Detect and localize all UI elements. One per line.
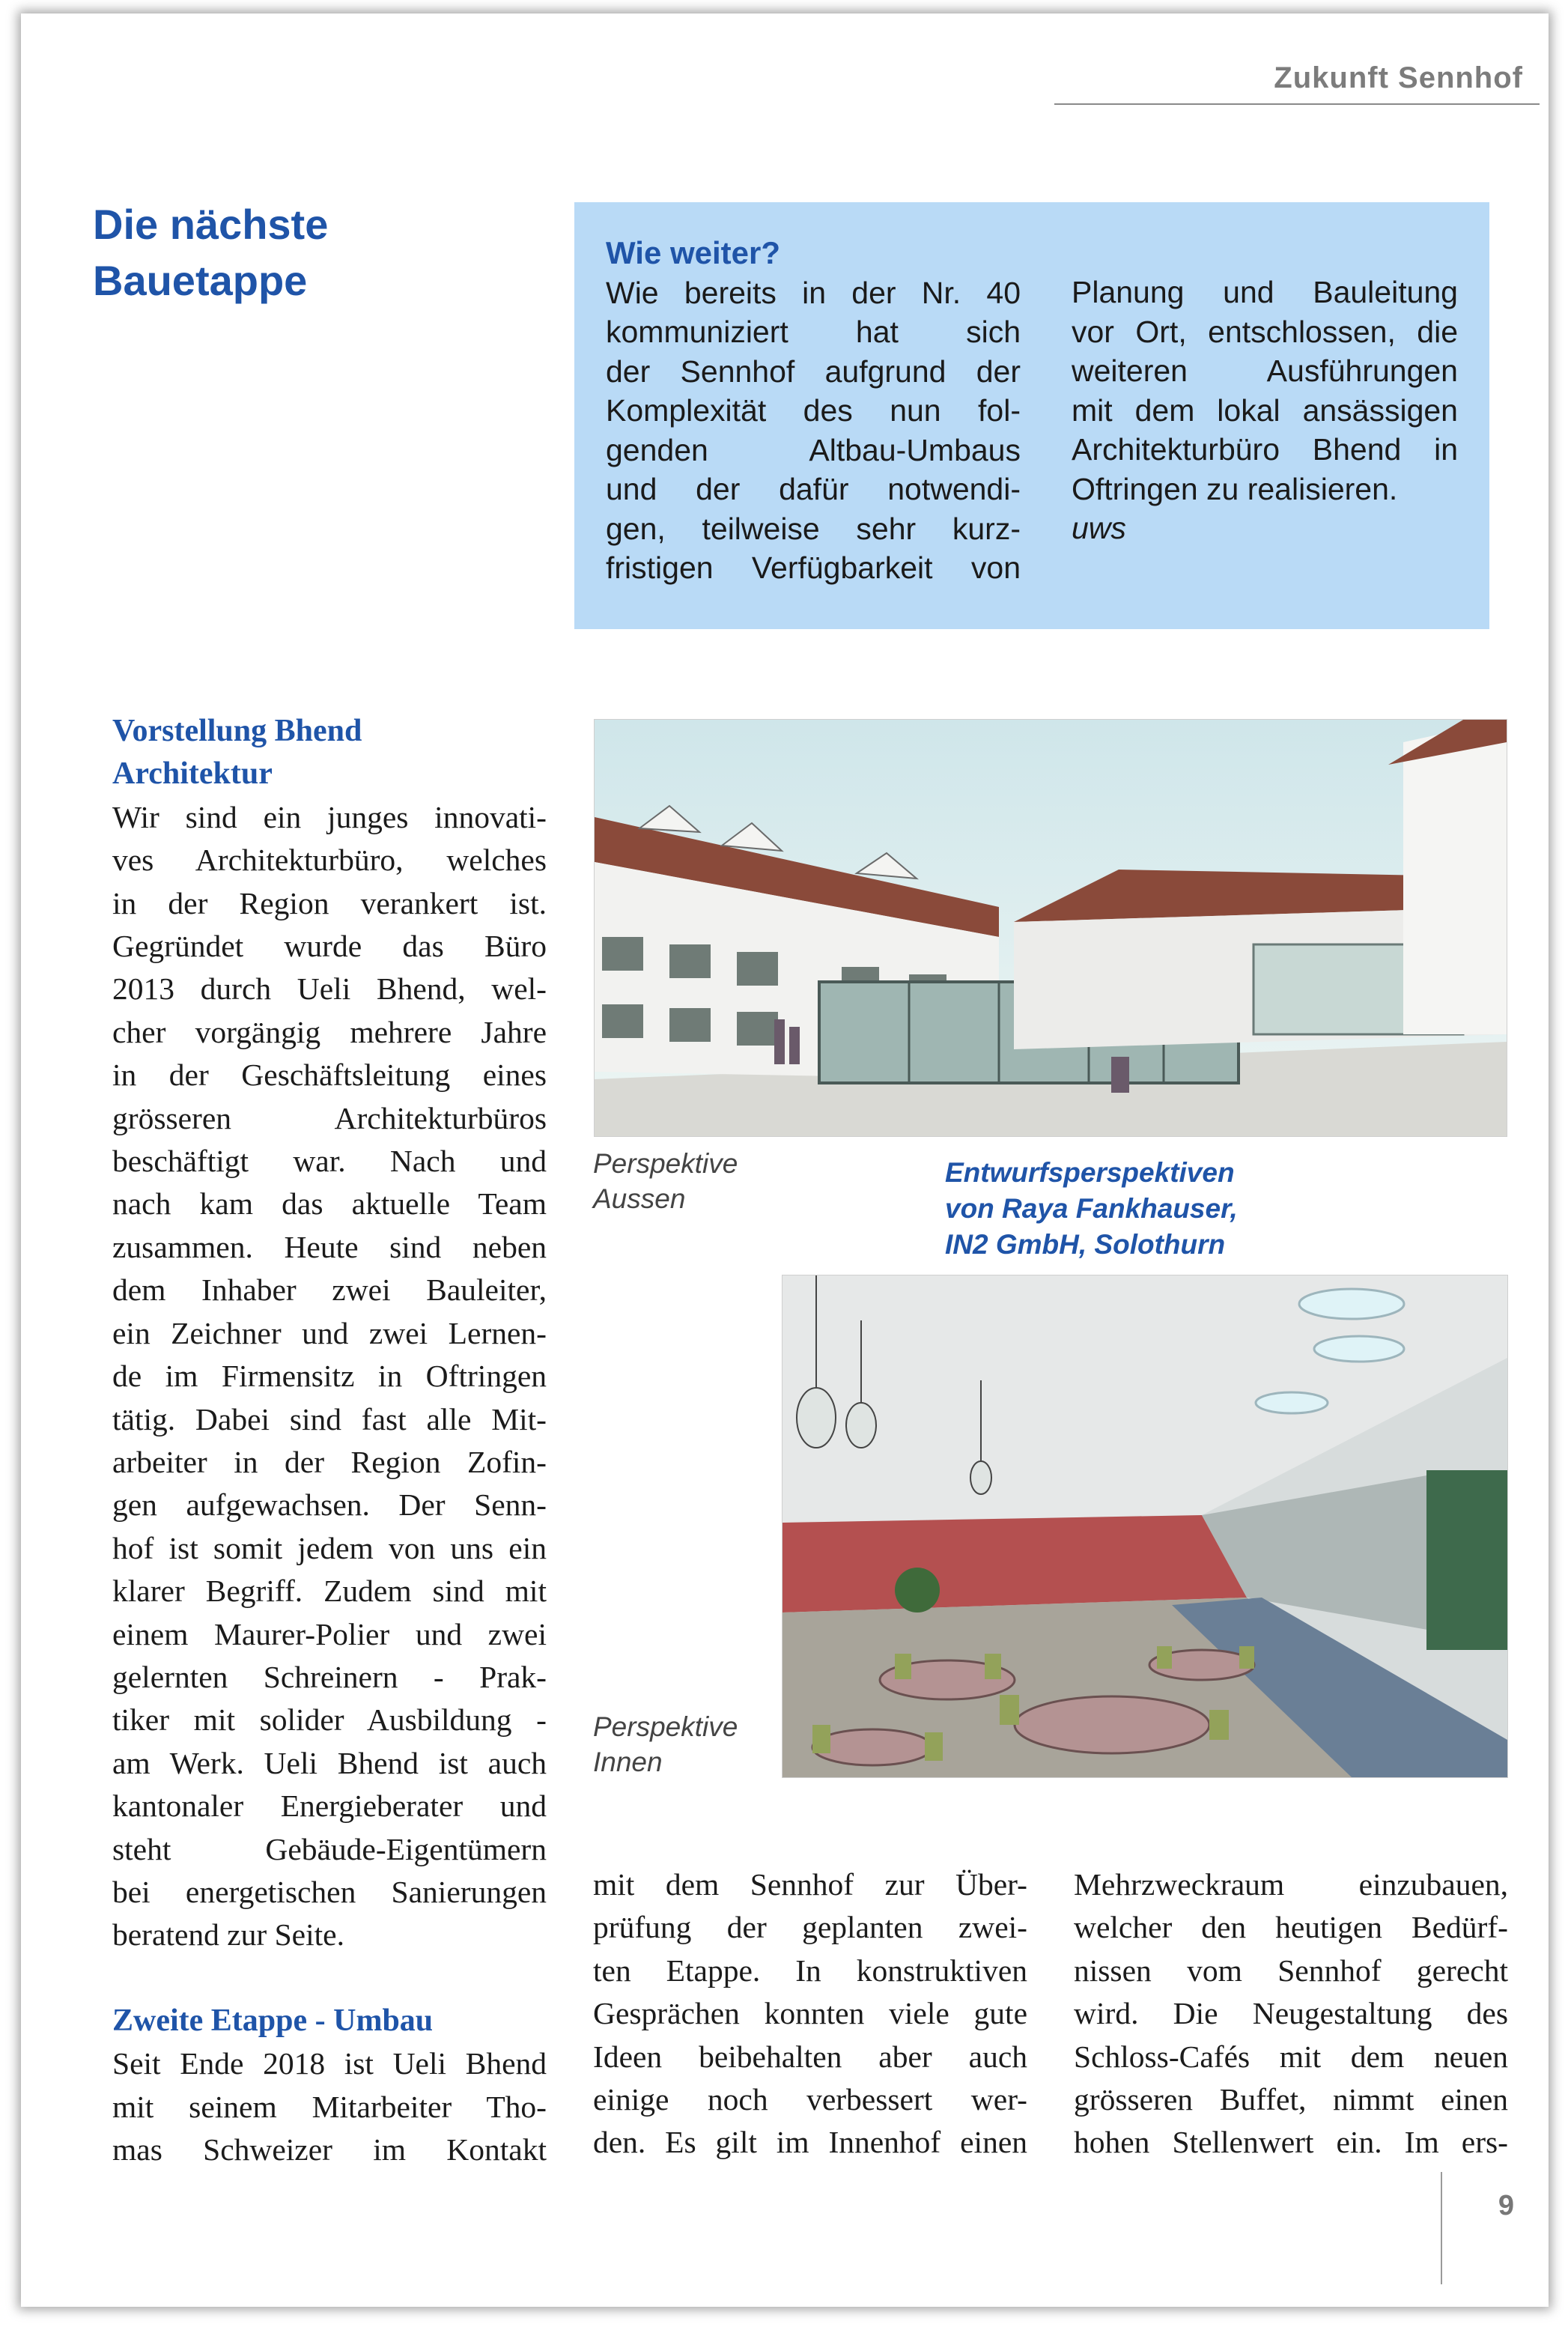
article-line: 2013 durch Ueli Bhend, wel- bbox=[112, 971, 547, 1007]
info-box-signature: uws bbox=[1072, 511, 1126, 545]
info-line: Architekturbüro Bhend in bbox=[1072, 432, 1458, 467]
info-box-column-2 bbox=[1072, 273, 1458, 548]
info-line: mit dem lokal ansässigen bbox=[1072, 392, 1458, 428]
exterior-perspective-image bbox=[594, 719, 1507, 1137]
article-line: steht Gebäude-Eigentümern bbox=[112, 1831, 547, 1866]
article-line: Seit Ende 2018 ist Ueli Bhend bbox=[112, 2046, 547, 2081]
exterior-sketch bbox=[595, 720, 1507, 1136]
subheading-line: Zweite Etappe - Umbau bbox=[112, 2003, 434, 2038]
article-line: arbeiter in der Region Zofin- bbox=[112, 1444, 547, 1479]
article-line: gelernten Schreinern - Prak- bbox=[112, 1659, 547, 1694]
article-line: Gesprächen konnten viele gute bbox=[593, 1996, 1027, 2031]
caption-line: Perspektive bbox=[593, 1711, 738, 1742]
article-line: einem Maurer-Polier und zwei bbox=[112, 1616, 547, 1651]
article-line: bei energetischen Sanierungen bbox=[112, 1874, 547, 1909]
article-line: Schloss-Cafés mit dem neuen bbox=[1074, 2039, 1508, 2074]
article-line: ein Zeichner und zwei Lernen- bbox=[112, 1315, 547, 1350]
title-line: Die nächste bbox=[93, 201, 329, 248]
info-line: gen, teilweise sehr kurz- bbox=[606, 511, 1021, 546]
page-number-rule bbox=[1441, 2172, 1442, 2284]
info-line: Oftringen zu realisieren. bbox=[1072, 471, 1398, 506]
article-line: gen aufgewachsen. Der Senn- bbox=[112, 1487, 547, 1523]
interior-sketch bbox=[783, 1275, 1507, 1777]
article-line: dem Inhaber zwei Bauleiter, bbox=[112, 1272, 547, 1308]
interior-perspective-image bbox=[782, 1275, 1508, 1778]
page-title bbox=[93, 196, 512, 309]
info-line: kommuniziert hat sich bbox=[606, 315, 1021, 349]
article-line: mas Schweizer im Kontakt bbox=[112, 2132, 547, 2167]
info-line: genden Altbau-Umbaus bbox=[606, 432, 1021, 467]
paragraph-gap bbox=[112, 1957, 547, 2000]
info-line: vor Ort, entschlossen, die bbox=[1072, 314, 1458, 349]
article-line: in der Geschäftsleitung eines bbox=[112, 1058, 547, 1093]
article-line: Mehrzweckraum einzubauen, bbox=[1074, 1867, 1508, 1902]
article-column-middle bbox=[593, 1863, 1027, 2164]
info-line: und der dafür notwendi- bbox=[606, 472, 1021, 506]
article-line: ves Architekturbüro, welches bbox=[112, 843, 547, 878]
article-line: cher vorgängig mehrere Jahre bbox=[112, 1014, 547, 1049]
article-line: wird. Die Neugestaltung des bbox=[1074, 1996, 1508, 2031]
info-box-column-1 bbox=[606, 234, 1021, 588]
page-number: 9 bbox=[1498, 2190, 1514, 2221]
info-box bbox=[574, 202, 1489, 629]
article-line: kantonaler Energieberater und bbox=[112, 1789, 547, 1824]
article-column-right bbox=[1074, 1863, 1508, 2164]
info-line: Komplexität des nun fol- bbox=[606, 393, 1021, 428]
article-line: nissen vom Sennhof gerecht bbox=[1074, 1953, 1508, 1988]
article-line: tätig. Dabei sind fast alle Mit- bbox=[112, 1401, 547, 1436]
caption-line: Innen bbox=[593, 1747, 663, 1777]
info-line: der Sennhof aufgrund der bbox=[606, 354, 1021, 389]
article-line: einige noch verbessert wer- bbox=[593, 2082, 1027, 2117]
info-line: fristigen Verfügbarkeit von bbox=[606, 550, 1021, 585]
credit-line: Entwurfsperspektiven bbox=[945, 1157, 1235, 1188]
article-line: Ideen beibehalten aber auch bbox=[593, 2039, 1027, 2074]
info-line: Wie bereits in der Nr. 40 bbox=[606, 275, 1021, 310]
article-line: am Werk. Ueli Bhend ist auch bbox=[112, 1745, 547, 1780]
section-header: Zukunft Sennhof bbox=[1274, 61, 1523, 94]
credit-line: IN2 GmbH, Solothurn bbox=[945, 1229, 1226, 1260]
article-line: zusammen. Heute sind neben bbox=[112, 1229, 547, 1264]
article-line: mit seinem Mitarbeiter Tho- bbox=[112, 2089, 547, 2124]
article-line: ten Etappe. In konstruktiven bbox=[593, 1953, 1027, 1988]
credit-line: von Raya Fankhauser, bbox=[945, 1193, 1238, 1224]
subheading-line: Vorstellung Bhend bbox=[112, 714, 362, 748]
info-line: weiteren Ausführungen bbox=[1072, 354, 1458, 388]
article-line: prüfung der geplanten zwei- bbox=[593, 1910, 1027, 1945]
article-line: grösseren Architekturbüros bbox=[112, 1100, 547, 1135]
title-line: Bauetappe bbox=[93, 257, 308, 304]
article-line: beratend zur Seite. bbox=[112, 1917, 344, 1953]
article-line: Gegründet wurde das Büro bbox=[112, 929, 547, 964]
article-line: welcher den heutigen Bedürf- bbox=[1074, 1910, 1508, 1945]
caption-line: Perspektive bbox=[593, 1148, 738, 1179]
caption-line: Aussen bbox=[593, 1183, 686, 1214]
info-line: Planung und Bauleitung bbox=[1072, 275, 1458, 309]
article-column-left bbox=[112, 710, 547, 2171]
article-line: beschäftigt war. Nach und bbox=[112, 1144, 547, 1179]
image-credit bbox=[945, 1155, 1238, 1263]
caption-exterior bbox=[593, 1146, 738, 1216]
subheading-line: Architektur bbox=[112, 756, 273, 792]
article-line: mit dem Sennhof zur Über- bbox=[593, 1867, 1027, 1902]
article-line: klarer Begriff. Zudem sind mit bbox=[112, 1574, 547, 1609]
caption-interior bbox=[593, 1709, 738, 1780]
article-line: in der Region verankert ist. bbox=[112, 885, 547, 920]
article-line: Wir sind ein junges innovati- bbox=[112, 799, 547, 834]
info-box-heading: Wie weiter? bbox=[606, 235, 781, 270]
article-line: den. Es gilt im Innenhof einen bbox=[593, 2125, 1027, 2160]
article-line: de im Firmensitz in Oftringen bbox=[112, 1359, 547, 1394]
article-line: tiker mit solider Ausbildung - bbox=[112, 1702, 547, 1738]
header-rule bbox=[1054, 103, 1540, 105]
article-line: grösseren Buffet, nimmt einen bbox=[1074, 2082, 1508, 2117]
article-line: hof ist somit jedem von uns ein bbox=[112, 1530, 547, 1565]
article-line: hohen Stellenwert ein. Im ers- bbox=[1074, 2125, 1508, 2160]
article-line: nach kam das aktuelle Team bbox=[112, 1186, 547, 1222]
